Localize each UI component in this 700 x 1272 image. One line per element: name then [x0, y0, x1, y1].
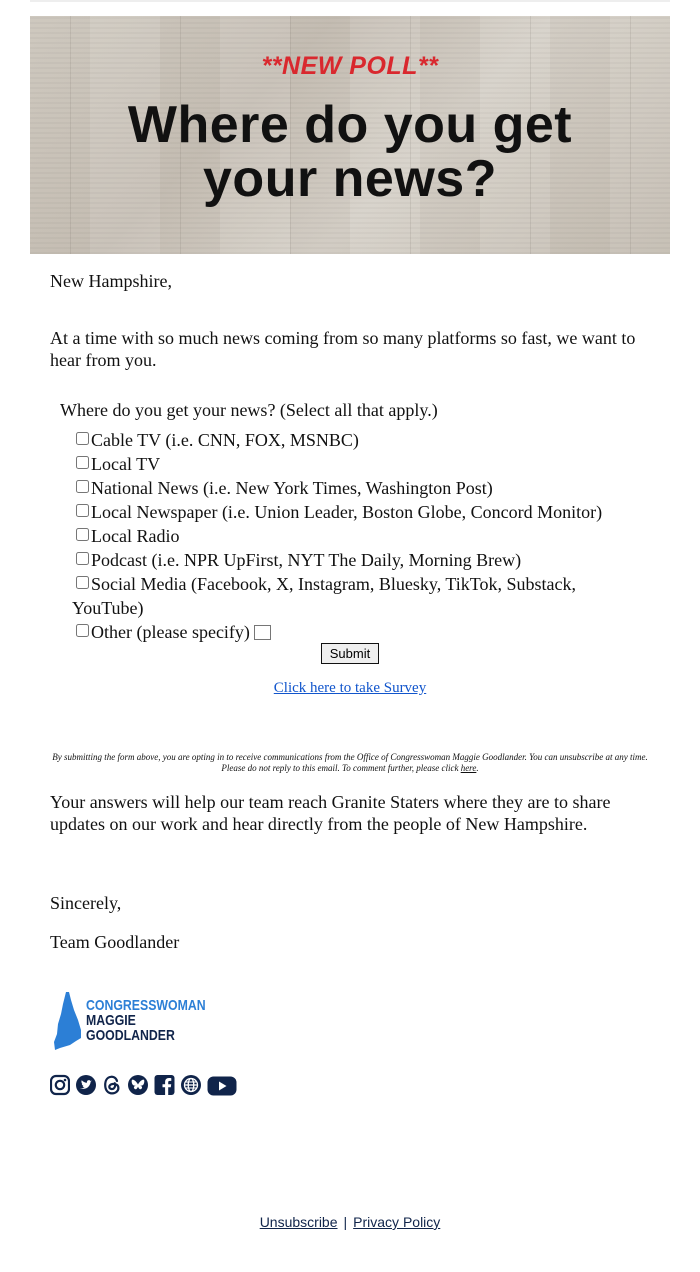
submit-button[interactable]: Submit: [321, 643, 379, 664]
option-local-radio[interactable]: Local Radio: [72, 524, 642, 548]
banner-headline: [30, 98, 670, 206]
checkbox-local-tv[interactable]: [76, 456, 89, 469]
sign-off: Sincerely,: [50, 893, 122, 913]
facebook-icon[interactable]: [154, 1074, 175, 1096]
poll-banner: [30, 16, 670, 254]
congresswoman-logo: [52, 990, 212, 1052]
website-icon[interactable]: [180, 1074, 202, 1096]
greeting: New Hampshire,: [50, 271, 172, 291]
other-specify-input[interactable]: [254, 625, 271, 640]
take-survey-link[interactable]: Click here to take Survey: [273, 680, 427, 696]
checkbox-podcast[interactable]: [76, 552, 89, 565]
checkbox-other[interactable]: [76, 624, 89, 637]
privacy-policy-link[interactable]: Privacy Policy: [353, 1214, 441, 1230]
threads-icon[interactable]: [102, 1074, 122, 1096]
disclaimer-end: .: [476, 763, 479, 773]
option-local-newspaper[interactable]: Local Newspaper (i.e. Union Leader, Boston Globe, Concord Monitor): [72, 500, 642, 524]
youtube-icon[interactable]: [207, 1074, 237, 1096]
option-podcast[interactable]: Podcast (i.e. NPR UpFirst, NYT The Daily, Morning Brew): [72, 548, 642, 572]
footer-separator: |: [343, 1214, 348, 1230]
poll-options: [72, 428, 642, 644]
footer: [0, 1214, 700, 1230]
disclaimer: [48, 752, 652, 774]
unsubscribe-link[interactable]: Unsubscribe: [259, 1214, 338, 1230]
option-national-news[interactable]: National News (i.e. New York Times, Washington Post): [72, 476, 642, 500]
checkbox-cable-tv[interactable]: [76, 432, 89, 445]
disclaimer-text: By submitting the form above, you are opting in to receive communications from the Office of Congresswoman Maggie Goodlander. You can unsubscribe at any time. Please do not reply to this email. To comment further, please click: [52, 752, 648, 773]
option-other[interactable]: Other (please specify): [72, 620, 642, 644]
bluesky-icon[interactable]: [127, 1074, 149, 1096]
comment-here-link[interactable]: here: [460, 763, 477, 773]
new-hampshire-map-icon: [52, 990, 84, 1052]
social-links: [50, 1074, 237, 1096]
option-social-media[interactable]: Social Media (Facebook, X, Instagram, Bluesky, TikTok, Substack, YouTube): [72, 574, 577, 618]
logo-line-2: MAGGIE: [86, 1012, 136, 1029]
new-poll-kicker: **NEW POLL**: [261, 52, 439, 80]
option-local-tv[interactable]: Local TV: [72, 452, 642, 476]
signature: Team Goodlander: [50, 932, 180, 952]
top-divider: [30, 0, 670, 2]
logo-line-3: GOODLANDER: [86, 1027, 175, 1044]
logo-line-1: CONGRESSWOMAN: [86, 997, 206, 1014]
answers-paragraph: Your answers will help our team reach Granite Staters where they are to share updates on our work and hear directly from the people of New Hampshire.: [50, 792, 611, 834]
headline-line-2: your news?: [203, 150, 497, 208]
poll-question: Where do you get your news? (Select all that apply.): [60, 400, 438, 420]
twitter-icon[interactable]: [75, 1074, 97, 1096]
survey-link-row: [0, 680, 700, 697]
checkbox-national-news[interactable]: [76, 480, 89, 493]
checkbox-local-newspaper[interactable]: [76, 504, 89, 517]
headline-line-1: Where do you get: [127, 96, 573, 154]
intro-paragraph: At a time with so much news coming from so many platforms so fast, we want to hear from you.: [50, 328, 636, 370]
checkbox-social-media[interactable]: [76, 576, 89, 589]
checkbox-local-radio[interactable]: [76, 528, 89, 541]
instagram-icon[interactable]: [50, 1074, 70, 1096]
option-cable-tv[interactable]: Cable TV (i.e. CNN, FOX, MSNBC): [72, 428, 642, 452]
